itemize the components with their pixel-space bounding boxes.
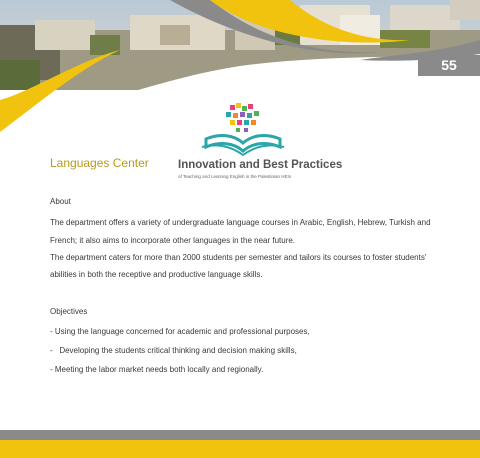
objective-item: - Using the language concerned for academic and professional purposes, (50, 327, 310, 336)
objective-item: - Developing the students critical thinking and decision making skills, (50, 346, 297, 355)
about-paragraph-2-line-1: The department caters for more than 2000 students per semester and tailors its courses to foster students' (50, 253, 427, 262)
page-number: 55 (418, 55, 480, 76)
about-heading: About (50, 197, 71, 206)
section-title: Languages Center (50, 156, 149, 170)
footer-yellow-bar (0, 440, 480, 458)
brand-title: Innovation and Best Practices (178, 159, 343, 171)
open-book-icon (200, 103, 286, 161)
about-paragraph-1-line-2: French; it also aims to incorporate other languages in the near future. (50, 236, 296, 245)
footer-gray-bar (0, 430, 480, 440)
objectives-heading: Objectives (50, 307, 88, 316)
objective-item: - Meeting the labor market needs both locally and regionally. (50, 365, 264, 374)
brand-subtitle: of Teaching and Learning English in the Palestinian HEIs (178, 174, 291, 179)
about-paragraph-2-line-2: abilities in both the receptive and productive language skills. (50, 270, 263, 279)
about-paragraph-1-line-1: The department offers a variety of undergraduate language courses in Arabic, English, Hebrew, Turkish and (50, 218, 431, 227)
